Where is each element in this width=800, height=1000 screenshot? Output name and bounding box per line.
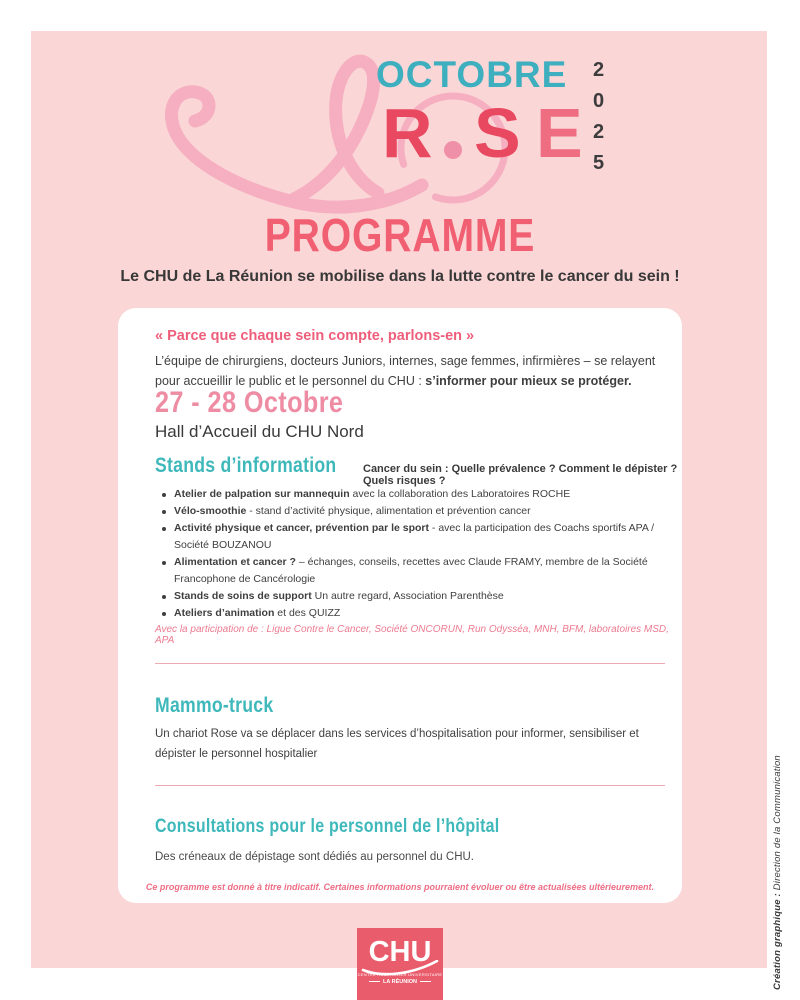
title-year-2025 (593, 55, 604, 179)
dash-decoration (369, 981, 380, 982)
chu-logo-acronym: CHU (368, 936, 432, 968)
section-divider (155, 785, 665, 786)
intro-paragraph-bold: s’informer pour mieux se protéger. (425, 374, 632, 389)
mammo-truck-paragraph: Un chariot Rose va se déplacer dans les services d’hospitalisation pour informer, sensibiliser et dépister le personnel hospitalier (155, 728, 639, 760)
title-rose-letter-e: E (536, 94, 583, 172)
list-item: Vélo-smoothie - stand d’activité physique, alimentation et prévention cancer (160, 503, 676, 520)
stands-bullet-list (160, 486, 676, 622)
list-item: Activité physique et cancer, prévention par le sport - avec la participation des Coachs sportifs APA / Société BOUZANOU (160, 520, 676, 554)
title-rose-letter-r: R (382, 94, 433, 172)
consultations-paragraph: Des créneaux de dépistage sont dédiés au personnel du CHU. (155, 851, 475, 863)
list-item: Ateliers d’animation et des QUIZZ (160, 605, 676, 622)
swoosh-icon (361, 960, 439, 978)
chu-logo-line2: LA RÉUNION (369, 979, 431, 985)
list-item: Stands de soins de support Un autre regard, Association Parenthèse (160, 588, 676, 605)
date-heading: 27 - 28 Octobre (155, 386, 344, 419)
participation-note: Avec la participation de : Ligue Contre le Cancer, Société ONCORUN, Run Odysséa, MNH, BFM, laboratoires MSD, APA (155, 624, 669, 646)
stands-heading: Stands d’information (155, 454, 337, 477)
list-item: Atelier de palpation sur mannequin avec la collaboration des Laboratoires ROCHE (160, 486, 676, 503)
chu-logo (357, 928, 443, 1000)
list-item: Alimentation et cancer ? – échanges, conseils, recettes avec Claude FRAMY, membre de la Société Francophone de Cancérologie (160, 554, 676, 588)
stands-subheading: Cancer du sein : Quelle prévalence ? Comment le dépister ? Quels risques ? (363, 463, 678, 487)
program-card (118, 308, 682, 903)
consultations-heading: Consultations pour le personnel de l’hôpital (155, 816, 500, 837)
title-rose-letter-s: S (474, 94, 521, 172)
year-digit: 2 (593, 59, 605, 81)
stands-section-header (155, 454, 682, 487)
program-disclaimer: Ce programme est donné à titre indicatif. Certaines informations pourraient évoluer ou être actualisées ultérieurement. (145, 882, 655, 892)
location-text: Hall d’Accueil du CHU Nord (155, 422, 364, 441)
mammo-truck-heading: Mammo-truck (155, 694, 274, 717)
dash-decoration (420, 981, 431, 982)
title-octobre: OCTOBRE (376, 54, 568, 95)
year-digit: 0 (593, 90, 605, 112)
year-digit: 2 (593, 121, 605, 143)
graphic-credit: Création graphique : Direction de la Communication (772, 755, 783, 990)
chu-logo-line1: CENTRE HOSPITALIER UNIVERSITAIRE (357, 972, 443, 977)
intro-paragraph-regular: L’équipe de chirurgiens, docteurs Juniors, internes, sage femmes, infirmières – se relayent pour accueillir le public et le personnel du CHU : (155, 354, 656, 389)
year-digit: 5 (593, 152, 605, 174)
programme-title: PROGRAMME (264, 209, 536, 261)
intro-quote-heading: « Parce que chaque sein compte, parlons-en » (155, 328, 475, 344)
poster-subtitle: Le CHU de La Réunion se mobilise dans la lutte contre le cancer du sein ! (120, 268, 680, 285)
section-divider (155, 663, 665, 664)
